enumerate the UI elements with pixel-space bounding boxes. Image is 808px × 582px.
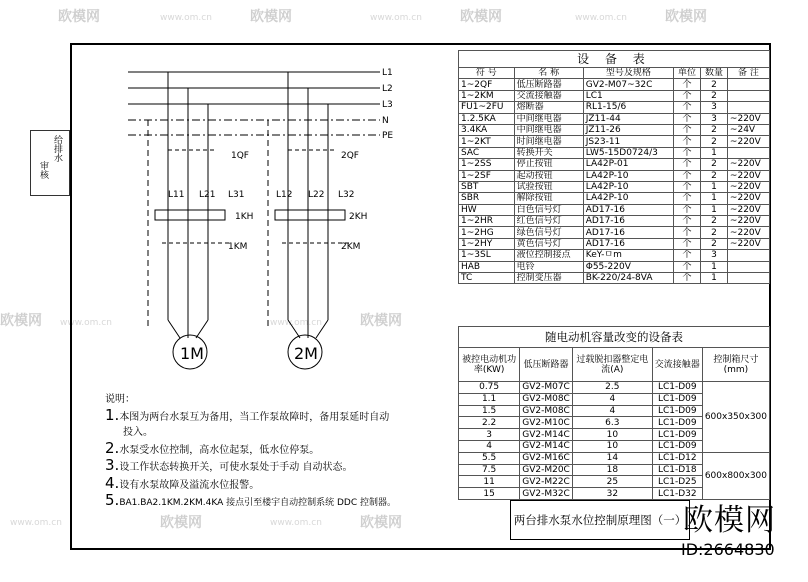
table-cell: 10 — [572, 440, 652, 452]
table-cell: 个 — [674, 113, 701, 124]
table-cell: TC — [459, 273, 515, 284]
table-cell: 0.75 — [459, 382, 520, 394]
terminal-label: L12 — [276, 190, 293, 200]
table-cell: JZ11-44 — [583, 113, 673, 124]
bus-label-pe: PE — [382, 131, 394, 141]
watermark-logo: 欧模网 — [58, 9, 100, 25]
table-cell: 25 — [572, 476, 652, 488]
thermal-relay-1 — [155, 210, 225, 220]
table-cell: GV2-M32C — [520, 488, 573, 500]
table-row — [459, 159, 770, 170]
relay-label-1: 1KH — [235, 212, 254, 222]
table-cell: SBR — [459, 193, 515, 204]
table-cell: 试验按钮 — [514, 181, 583, 192]
table-cell: 熔断器 — [514, 102, 583, 113]
table-cell: 15 — [459, 488, 520, 500]
equipment-table — [458, 50, 770, 284]
equipment-table-title: 设 备 表 — [459, 51, 770, 68]
relay-label-2: 2KH — [349, 212, 368, 222]
table-cell: 1.1 — [459, 393, 520, 405]
col-header: 型号及规格 — [583, 68, 673, 79]
col-header: 过载脱扣器整定电流(A) — [572, 348, 652, 382]
table-row — [459, 147, 770, 158]
table-cell: AD17-16 — [583, 204, 673, 215]
table-cell: JS23-11 — [583, 136, 673, 147]
table-cell: 1~2QF — [459, 79, 515, 90]
table-cell: 个 — [674, 124, 701, 135]
table-row — [459, 216, 770, 227]
table-cell: 1 — [700, 204, 727, 215]
table-cell: GV2-M10C — [520, 417, 573, 429]
table-row — [459, 204, 770, 215]
equipment-table-body — [459, 79, 770, 284]
terminal-label: L11 — [168, 190, 185, 200]
table-cell: LA42P-01 — [583, 159, 673, 170]
table-cell: 4 — [459, 440, 520, 452]
watermark-logo: 欧模网 — [360, 313, 402, 329]
table-cell: 电铃 — [514, 261, 583, 272]
table-cell: 个 — [674, 250, 701, 261]
motor-label-2: 2M — [294, 344, 318, 363]
watermark-url: www.om.cn — [270, 518, 322, 528]
table-cell: KeY-ㅁm — [583, 250, 673, 261]
table-row — [459, 452, 770, 464]
table-cell: 2 — [700, 90, 727, 101]
table-cell: GV2-M07C — [520, 382, 573, 394]
table-cell: GV2-M07~32C — [583, 79, 673, 90]
table-cell: LC1-D09 — [652, 382, 702, 394]
table-cell: 液位控制接点 — [514, 250, 583, 261]
motor-capacity-table — [458, 326, 770, 500]
table-cell: ~220V — [727, 136, 769, 147]
bus-label-n: N — [382, 116, 389, 126]
table-cell: GV2-M20C — [520, 464, 573, 476]
table-cell: 2 — [700, 136, 727, 147]
table-cell: 1~2HR — [459, 216, 515, 227]
unit-label: (mm) — [723, 364, 749, 375]
table-row — [459, 170, 770, 181]
table-cell: 控制变压器 — [514, 273, 583, 284]
table-cell: 黄色信号灯 — [514, 238, 583, 249]
table-row — [459, 261, 770, 272]
table-row — [459, 102, 770, 113]
table-cell: ~220V — [727, 227, 769, 238]
watermark-logo: 欧模网 — [160, 515, 202, 531]
table-cell: LC1-D09 — [652, 429, 702, 441]
equipment-table-header — [459, 68, 770, 79]
logo-id: ID:2664830 — [681, 540, 775, 559]
table-cell: 3.4KA — [459, 124, 515, 135]
table-cell: GV2-M14C — [520, 429, 573, 441]
table-cell: 2.2 — [459, 417, 520, 429]
table-cell: 2 — [700, 238, 727, 249]
table-cell: 2.5 — [572, 382, 652, 394]
table-cell — [727, 250, 769, 261]
table-cell: JZ11-26 — [583, 124, 673, 135]
col-header: 符 号 — [459, 68, 515, 79]
table-cell — [727, 90, 769, 101]
logo: 欧模网 — [683, 503, 776, 538]
watermark-logo: 欧模网 — [250, 9, 292, 25]
table-row — [459, 238, 770, 249]
table-row — [459, 79, 770, 90]
table-cell: LW5-15D0724/3 — [583, 147, 673, 158]
table-cell: 1~2SF — [459, 170, 515, 181]
table-cell: 个 — [674, 204, 701, 215]
table-cell: 1.5 — [459, 405, 520, 417]
table-cell: LC1-D25 — [652, 476, 702, 488]
table-cell: 1~3SL — [459, 250, 515, 261]
note-line: 4.设有水泵故障及溢流水位报警。 — [105, 473, 260, 492]
box-size-cell: 600x350x300 — [702, 382, 769, 453]
table-cell: 2 — [700, 227, 727, 238]
table-cell: 7.5 — [459, 464, 520, 476]
table-cell: 3 — [700, 102, 727, 113]
table-cell: 交流接触器 — [514, 90, 583, 101]
table-cell: 中间继电器 — [514, 124, 583, 135]
table-cell: 11 — [459, 476, 520, 488]
table-cell: 1~2HY — [459, 238, 515, 249]
table-cell: 个 — [674, 159, 701, 170]
breaker-label-1: 1QF — [231, 151, 249, 161]
table-cell: LC1-D09 — [652, 393, 702, 405]
watermark-url: www.om.cn — [160, 13, 212, 23]
table-cell: 5.5 — [459, 452, 520, 464]
side-strip-text: 审核 — [38, 161, 48, 179]
table-cell: 低压断路器 — [514, 79, 583, 90]
table-row — [459, 90, 770, 101]
table-cell: ~220V — [727, 170, 769, 181]
table-cell: 3 — [700, 113, 727, 124]
breaker-label-2: 2QF — [341, 151, 359, 161]
table-cell: 个 — [674, 90, 701, 101]
table-cell: 白色信号灯 — [514, 204, 583, 215]
watermark-url: www.om.cn — [10, 518, 62, 528]
watermark-url: www.om.cn — [270, 318, 322, 328]
motor-table-title: 随电动机容量改变的设备表 — [459, 327, 770, 348]
col-header: 被控电动机功率(KW) — [459, 348, 520, 382]
table-cell: LC1-D09 — [652, 405, 702, 417]
table-cell: GV2-M08C — [520, 405, 573, 417]
table-cell: GV2-M22C — [520, 476, 573, 488]
table-cell: 个 — [674, 136, 701, 147]
table-cell — [727, 261, 769, 272]
table-row — [459, 382, 770, 394]
table-row — [459, 181, 770, 192]
table-cell: GV2-M14C — [520, 440, 573, 452]
bus-label-l2: L2 — [382, 84, 393, 94]
table-cell: 个 — [674, 273, 701, 284]
watermark-logo: 欧模网 — [460, 9, 502, 25]
table-cell: 绿色信号灯 — [514, 227, 583, 238]
table-row — [459, 113, 770, 124]
box-size-cell: 600x800x300 — [702, 452, 769, 499]
watermark-url: www.om.cn — [370, 13, 422, 23]
table-cell — [727, 273, 769, 284]
table-cell: 个 — [674, 147, 701, 158]
motor-label-1: 1M — [180, 344, 204, 363]
table-cell: 1 — [700, 273, 727, 284]
table-cell: 个 — [674, 181, 701, 192]
table-cell: 2 — [700, 124, 727, 135]
table-cell: AD17-16 — [583, 238, 673, 249]
table-cell: 4 — [572, 393, 652, 405]
watermark-url: www.om.cn — [575, 13, 627, 23]
table-cell — [727, 147, 769, 158]
contactor-label-1: 1KM — [228, 242, 248, 252]
table-cell: LC1-D32 — [652, 488, 702, 500]
table-cell: GV2-M08C — [520, 393, 573, 405]
table-cell: 6.3 — [572, 417, 652, 429]
table-cell: ~220V — [727, 113, 769, 124]
table-cell: 个 — [674, 170, 701, 181]
table-cell: LC1-D09 — [652, 417, 702, 429]
table-cell: 转换开关 — [514, 147, 583, 158]
table-cell: GV2-M16C — [520, 452, 573, 464]
table-cell: HAB — [459, 261, 515, 272]
table-cell: 2 — [700, 170, 727, 181]
bus-label-l1: L1 — [382, 68, 393, 78]
table-cell: 1 — [700, 193, 727, 204]
col-header: 数量 — [700, 68, 727, 79]
table-cell: 1 — [700, 261, 727, 272]
contactor-label-2: 2KM — [341, 242, 361, 252]
table-cell: 3 — [459, 429, 520, 441]
table-cell: 1~2SS — [459, 159, 515, 170]
table-cell: 18 — [572, 464, 652, 476]
table-cell: 4 — [572, 405, 652, 417]
table-row — [459, 273, 770, 284]
note-line: 1.本图为两台水泵互为备用，当工作泵故障时，备用泵延时自动 — [105, 405, 390, 424]
table-cell: 1 — [700, 147, 727, 158]
table-cell: 时间继电器 — [514, 136, 583, 147]
table-cell: LA42P-10 — [583, 193, 673, 204]
table-cell: 个 — [674, 261, 701, 272]
table-cell: 14 — [572, 452, 652, 464]
table-cell: 个 — [674, 193, 701, 204]
col-header: 控制箱尺寸 (mm) — [702, 348, 769, 382]
table-cell: SBT — [459, 181, 515, 192]
table-cell: 1~2HG — [459, 227, 515, 238]
table-cell: ~220V — [727, 193, 769, 204]
table-cell: LC1 — [583, 90, 673, 101]
table-cell: 1 — [700, 181, 727, 192]
watermark-url: www.om.cn — [60, 318, 112, 328]
motor-table-body — [459, 382, 770, 500]
table-cell: 3 — [700, 250, 727, 261]
table-cell: 中间继电器 — [514, 113, 583, 124]
note-line: 5.BA1.BA2.1KM.2KM.4KA 接点引至楼宇自动控制系统 DDC 控制器。 — [105, 491, 397, 509]
thermal-relay-2 — [275, 210, 345, 220]
table-cell — [727, 102, 769, 113]
note-line: 3.设工作状态转换开关，可使水泵处于手动 自动状态。 — [105, 456, 353, 474]
table-cell: Φ55-220V — [583, 261, 673, 272]
col-header: 低压断路器 — [520, 348, 573, 382]
table-cell: 解除按钮 — [514, 193, 583, 204]
notes-heading: 说明： — [105, 394, 135, 405]
table-cell: 10 — [572, 429, 652, 441]
table-row — [459, 250, 770, 261]
drawing-title: 两台排水泵水位控制原理图（一） — [510, 500, 690, 540]
terminal-label: L22 — [308, 190, 325, 200]
terminal-label: L32 — [338, 190, 355, 200]
table-cell: 1.2.5KA — [459, 113, 515, 124]
table-cell: 2 — [700, 159, 727, 170]
notes-block — [105, 392, 396, 512]
table-cell: 起动按钮 — [514, 170, 583, 181]
table-row — [459, 227, 770, 238]
note-line: 投入。 — [123, 427, 153, 438]
table-cell: 2 — [700, 216, 727, 227]
col-header: 备 注 — [727, 68, 769, 79]
table-cell: AD17-16 — [583, 227, 673, 238]
table-cell: HW — [459, 204, 515, 215]
table-cell: 1~2KT — [459, 136, 515, 147]
table-cell — [727, 79, 769, 90]
table-row — [459, 136, 770, 147]
table-cell: AD17-16 — [583, 216, 673, 227]
terminal-label: L31 — [228, 190, 245, 200]
col-header: 交流接触器 — [652, 348, 702, 382]
col-header: 单位 — [674, 68, 701, 79]
table-cell: 个 — [674, 238, 701, 249]
table-cell: 停止按钮 — [514, 159, 583, 170]
table-cell: LC1-D18 — [652, 464, 702, 476]
table-cell: FU1~2FU — [459, 102, 515, 113]
watermark-logo: 欧模网 — [0, 313, 42, 329]
table-cell: ~220V — [727, 216, 769, 227]
table-cell: ~24V — [727, 124, 769, 135]
side-strip-text: 给排水 — [52, 135, 62, 162]
table-cell: ~220V — [727, 159, 769, 170]
table-cell: RL1-15/6 — [583, 102, 673, 113]
table-cell: LA42P-10 — [583, 181, 673, 192]
table-cell: 32 — [572, 488, 652, 500]
watermark-logo: 欧模网 — [665, 9, 707, 25]
table-cell: ~220V — [727, 181, 769, 192]
watermark-logo: 欧模网 — [360, 515, 402, 531]
bus-label-l3: L3 — [382, 100, 393, 110]
table-cell: ~220V — [727, 204, 769, 215]
table-cell: LC1-D12 — [652, 452, 702, 464]
table-cell: 2 — [700, 79, 727, 90]
terminal-label: L21 — [199, 190, 216, 200]
table-row — [459, 124, 770, 135]
table-cell: 个 — [674, 227, 701, 238]
motor-table-header — [459, 348, 770, 382]
col-header: 名 称 — [514, 68, 583, 79]
table-cell: 1~2KM — [459, 90, 515, 101]
note-line: 2.水泵受水位控制，高水位起泵，低水位停泵。 — [105, 438, 320, 457]
table-cell: SAC — [459, 147, 515, 158]
table-cell: LC1-D09 — [652, 440, 702, 452]
table-cell: 红色信号灯 — [514, 216, 583, 227]
table-cell: BK-220/24-8VA — [583, 273, 673, 284]
table-cell: ~220V — [727, 238, 769, 249]
table-row — [459, 193, 770, 204]
table-cell: 个 — [674, 216, 701, 227]
table-cell: 个 — [674, 79, 701, 90]
table-cell: LA42P-10 — [583, 170, 673, 181]
table-cell: 个 — [674, 102, 701, 113]
